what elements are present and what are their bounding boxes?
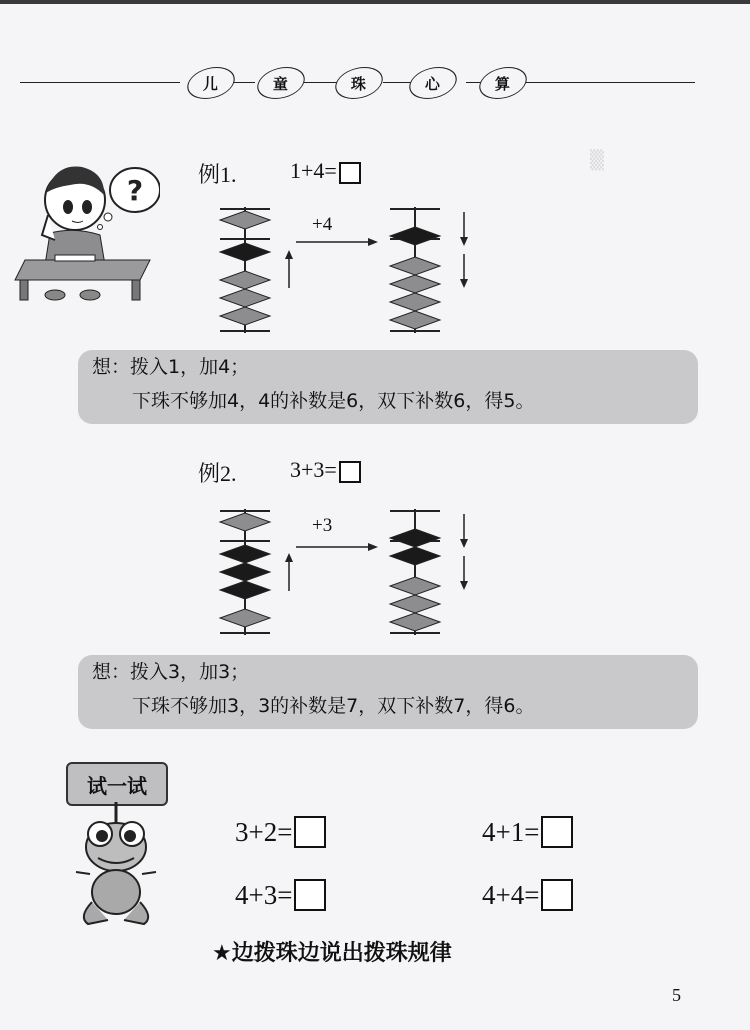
abacus-before-2 bbox=[215, 507, 275, 637]
up-arrow-icon bbox=[282, 250, 296, 290]
think-line: 想：拨入1，加4； bbox=[92, 356, 250, 378]
example1-label: 例1. bbox=[198, 162, 237, 187]
header-char: 儿 bbox=[182, 67, 240, 99]
header-char: 珠 bbox=[330, 67, 388, 99]
header-char: 童 bbox=[252, 67, 310, 99]
frog-mascot-illustration bbox=[68, 802, 168, 932]
exercise-item bbox=[482, 879, 573, 911]
abacus-after-2 bbox=[385, 507, 445, 637]
expression-text: 3+3= bbox=[290, 457, 337, 482]
down-arrows-icon bbox=[457, 512, 471, 592]
exercise-item bbox=[235, 879, 326, 911]
think-line: 想：拨入3，加3； bbox=[92, 661, 250, 683]
abacus-after-1 bbox=[385, 205, 445, 335]
example2-expression bbox=[290, 457, 361, 483]
think-box-2 bbox=[78, 655, 698, 729]
answer-box bbox=[339, 162, 361, 184]
exercise-expression: 3+2= bbox=[235, 816, 293, 847]
header-char: 心 bbox=[404, 67, 462, 99]
expression-text: 1+4= bbox=[290, 158, 337, 183]
think-line: 下珠不够加4，4的补数是6，双下补数6，得5。 bbox=[132, 390, 535, 412]
right-arrow-icon bbox=[296, 541, 378, 553]
exercise-expression: 4+3= bbox=[235, 879, 293, 910]
operation-label: +4 bbox=[312, 214, 333, 235]
boy-thinking-illustration bbox=[10, 155, 160, 315]
background-decoration: ▒ bbox=[590, 150, 604, 171]
answer-box bbox=[339, 461, 361, 483]
top-edge bbox=[0, 0, 750, 4]
example1-expression bbox=[290, 158, 361, 184]
header-rule-seg bbox=[300, 82, 340, 83]
header-char: 算 bbox=[474, 67, 532, 99]
operation-label: +3 bbox=[312, 515, 333, 536]
header-rule-left bbox=[20, 82, 180, 83]
exercise-item bbox=[482, 816, 573, 848]
exercise-expression: 4+1= bbox=[482, 816, 540, 847]
think-line: 下珠不够加3，3的补数是7，双下补数7，得6。 bbox=[132, 695, 535, 717]
exercise-expression: 4+4= bbox=[482, 879, 540, 910]
right-arrow-icon bbox=[296, 236, 378, 248]
svg-text:?: ? bbox=[126, 174, 144, 207]
up-arrow-icon bbox=[282, 553, 296, 593]
answer-box[interactable] bbox=[294, 816, 326, 848]
abacus-before-1 bbox=[215, 205, 275, 335]
answer-box[interactable] bbox=[294, 879, 326, 911]
try-it-badge: 试一试 bbox=[66, 762, 168, 806]
page-number: 5 bbox=[672, 985, 681, 1005]
rule-text: ★边拨珠边说出拨珠规律 bbox=[212, 941, 452, 966]
header-rule-right bbox=[525, 82, 695, 83]
think-box-1 bbox=[78, 350, 698, 424]
exercise-item bbox=[235, 816, 326, 848]
answer-box[interactable] bbox=[541, 816, 573, 848]
example2-label: 例2. bbox=[198, 461, 237, 486]
answer-box[interactable] bbox=[541, 879, 573, 911]
down-arrows-icon bbox=[457, 210, 471, 290]
